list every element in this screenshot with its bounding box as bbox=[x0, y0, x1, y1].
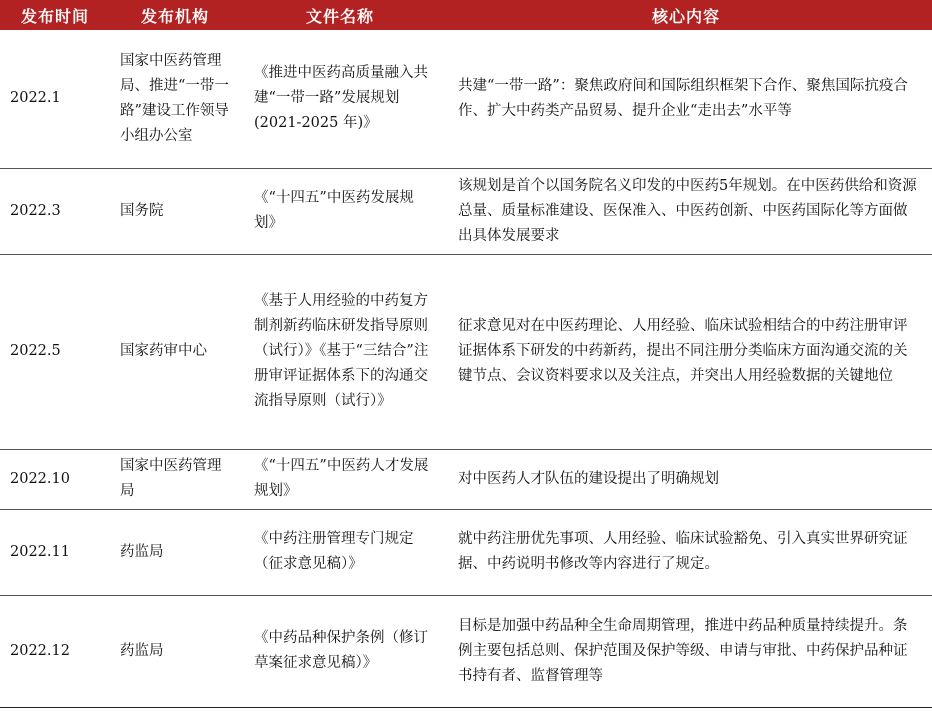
header-date: 发布时间 bbox=[0, 0, 110, 30]
cell-issuer: 国家药审中心 bbox=[110, 254, 240, 449]
header-row bbox=[0, 0, 932, 30]
cell-date: 2022.11 bbox=[0, 509, 110, 595]
cell-content: 共建“一带一路”：聚焦政府间和国际组织框架下合作、聚焦国际抗疫合作、扩大中药类产品贸易、提升企业“走出去”水平等 bbox=[440, 30, 932, 168]
table-row bbox=[0, 254, 932, 449]
table-row bbox=[0, 509, 932, 595]
table-body bbox=[0, 30, 932, 707]
cell-document: 《基于人用经验的中药复方制剂新药临床研发指导原则（试行）》《基于“三结合”注册审评证据体系下的沟通交流指导原则（试行）》 bbox=[240, 254, 440, 449]
cell-document: 《中药品种保护条例（修订草案征求意见稿）》 bbox=[240, 595, 440, 707]
cell-date: 2022.5 bbox=[0, 254, 110, 449]
header-issuer: 发布机构 bbox=[110, 0, 240, 30]
table-row bbox=[0, 595, 932, 707]
cell-document: 《推进中医药高质量融入共建“一带一路”发展规划(2021-2025 年)》 bbox=[240, 30, 440, 168]
cell-content: 对中医药人才队伍的建设提出了明确规划 bbox=[440, 449, 932, 509]
cell-issuer: 药监局 bbox=[110, 595, 240, 707]
cell-content: 该规划是首个以国务院名义印发的中医药5年规划。在中医药供给和资源总量、质量标准建设、医保准入、中医药创新、中医药国际化等方面做出具体发展要求 bbox=[440, 168, 932, 254]
cell-document: 《“十四五”中医药发展规划》 bbox=[240, 168, 440, 254]
cell-date: 2022.1 bbox=[0, 30, 110, 168]
header-content: 核心内容 bbox=[440, 0, 932, 30]
table-row bbox=[0, 449, 932, 509]
cell-content: 就中药注册优先事项、人用经验、临床试验豁免、引入真实世界研究证据、中药说明书修改等内容进行了规定。 bbox=[440, 509, 932, 595]
cell-content: 目标是加强中药品种全生命周期管理，推进中药品种质量持续提升。条例主要包括总则、保护范围及保护等级、申请与审批、中药保护品种证书持有者、监督管理等 bbox=[440, 595, 932, 707]
cell-document: 《“十四五”中医药人才发展规划》 bbox=[240, 449, 440, 509]
table-row bbox=[0, 30, 932, 168]
header-document: 文件名称 bbox=[240, 0, 440, 30]
cell-document: 《中药注册管理专门规定（征求意见稿）》 bbox=[240, 509, 440, 595]
cell-date: 2022.3 bbox=[0, 168, 110, 254]
cell-content: 征求意见对在中医药理论、人用经验、临床试验相结合的中药注册审评证据体系下研发的中药新药，提出不同注册分类临床方面沟通交流的关键节点、会议资料要求以及关注点，并突出人用经验数据的关键地位 bbox=[440, 254, 932, 449]
cell-issuer: 国务院 bbox=[110, 168, 240, 254]
cell-issuer: 国家中医药管理局、推进“一带一路”建设工作领导小组办公室 bbox=[110, 30, 240, 168]
cell-date: 2022.10 bbox=[0, 449, 110, 509]
cell-issuer: 药监局 bbox=[110, 509, 240, 595]
cell-issuer: 国家中医药管理局 bbox=[110, 449, 240, 509]
table-row bbox=[0, 168, 932, 254]
cell-date: 2022.12 bbox=[0, 595, 110, 707]
table-header bbox=[0, 0, 932, 30]
